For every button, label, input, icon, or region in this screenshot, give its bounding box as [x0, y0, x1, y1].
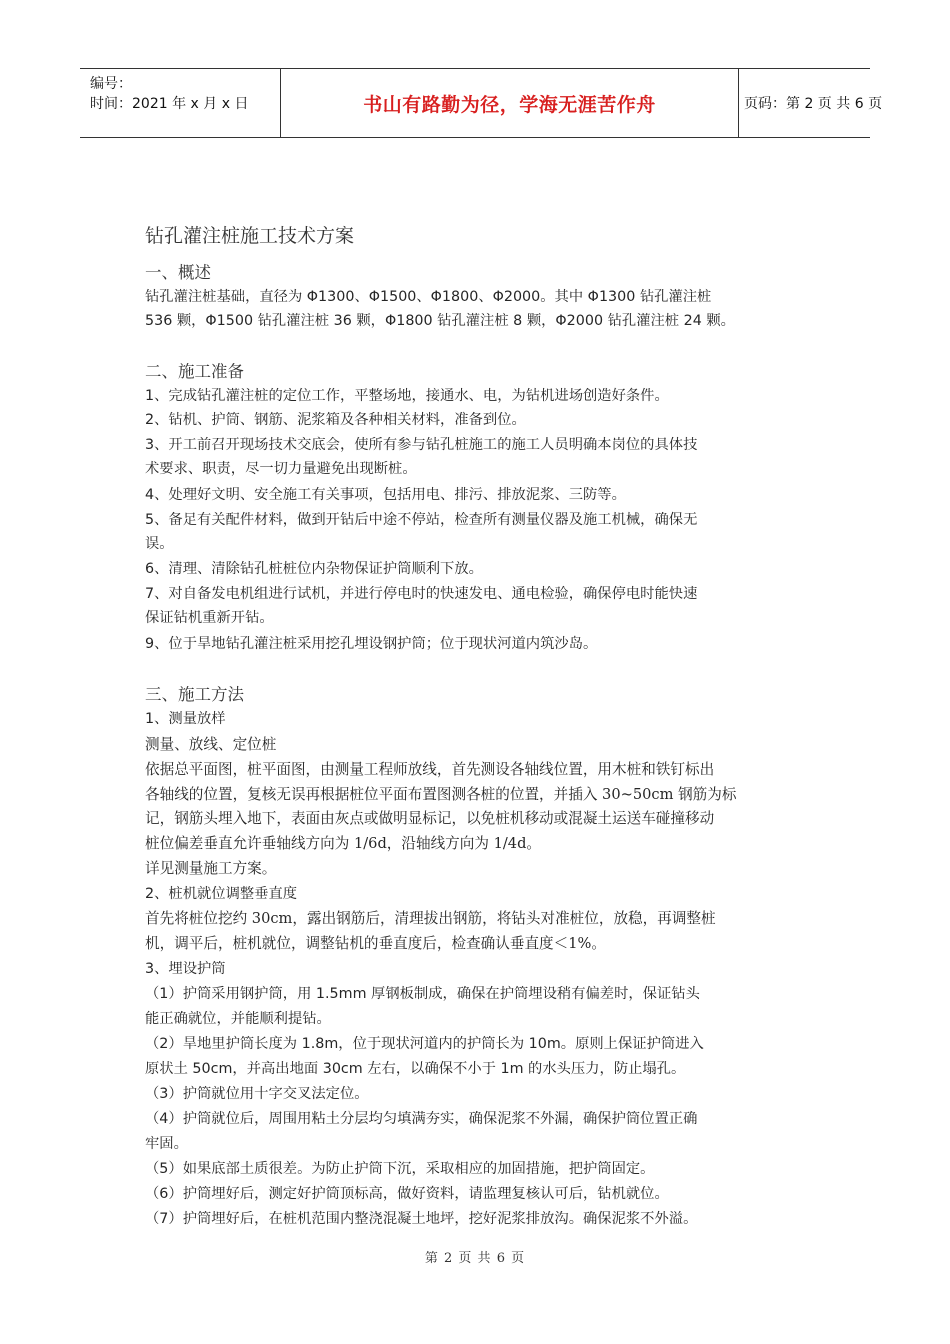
list-item: （6）护筒埋好后，测定好护筒顶标高，做好资料，请监理复核认可后，钻机就位。 [145, 1186, 669, 1202]
list-item: 6、清理、清除钻孔桩桩位内杂物保证护筒顺利下放。 [145, 561, 483, 577]
list-item: （2）旱地里护筒长度为 1.8m，位于现状河道内的护筒长为 10m。原则上保证护筒进入 [145, 1036, 704, 1052]
list-item: 保证钻机重新开钻。 [145, 610, 274, 626]
header-page-code: 页码：第 2 页 共 6 页 [744, 96, 883, 112]
page-header [80, 68, 883, 138]
paragraph-line: 536 颗，Φ1500 钻孔灌注桩 36 颗，Φ1800 钻孔灌注桩 8 颗，Φ2000 钻孔灌注桩 24 颗。 [145, 313, 735, 329]
paragraph-line: 首先将桩位挖约 30cm，露出钢筋后，清理拔出钢筋，将钻头对准桩位，放稳，再调整桩 [145, 910, 716, 927]
list-item: 原状土 50cm，并高出地面 30cm 左右，以确保不小于 1m 的水头压力，防止塌孔。 [145, 1061, 686, 1077]
list-item: 能正确就位，并能顺利提钻。 [145, 1011, 331, 1027]
document-title: 钻孔灌注桩施工技术方案 [145, 225, 355, 247]
list-item: 术要求、职责，尽一切力量避免出现断桩。 [145, 461, 417, 477]
list-item: 4、处理好文明、安全施工有关事项，包括用电、排污、排放泥浆、三防等。 [145, 487, 626, 503]
header-motto-cell [281, 69, 739, 137]
paragraph-line: 记，钢筋头埋入地下，表面由灰点或做明显标记，以免桩机移动或混凝土运送车碰撞移动 [145, 810, 715, 827]
subsection-heading: 3、埋设护筒 [145, 961, 226, 977]
paragraph-line: 钻孔灌注桩基础，直径为 Φ1300、Φ1500、Φ1800、Φ2000。其中 Φ1300 钻孔灌注桩 [145, 289, 712, 305]
list-item: 2、钻机、护筒、钢筋、泥浆箱及各种相关材料，准备到位。 [145, 412, 526, 428]
list-item: 牢固。 [145, 1136, 188, 1152]
paragraph-line: 测量、放线、定位桩 [145, 736, 277, 753]
list-item: 3、开工前召开现场技术交底会，使所有参与钻孔桩施工的施工人员明确本岗位的具体技 [145, 437, 698, 453]
paragraph-line: 各轴线的位置，复核无误再根据桩位平面布置图测各桩的位置，并插入 30~50cm 钢筋为标 [145, 786, 737, 803]
list-item: 5、备足有关配件材料，做到开钻后中途不停站，检查所有测量仪器及施工机械，确保无 [145, 512, 698, 528]
list-item: （4）护筒就位后，周围用粘土分层均匀填满夯实，确保泥浆不外漏，确保护筒位置正确 [145, 1111, 698, 1127]
subsection-heading: 1、测量放样 [145, 711, 226, 727]
paragraph-line: 依据总平面图，桩平面图，由测量工程师放线，首先测设各轴线位置，用木桩和铁钉标出 [145, 761, 715, 778]
list-item: （5）如果底部土质很差。为防止护筒下沉，采取相应的加固措施，把护筒固定。 [145, 1161, 655, 1177]
list-item: （3）护筒就位用十字交叉法定位。 [145, 1086, 369, 1102]
paragraph-line: 桩位偏差垂直允许垂轴线方向为 1/6d，沿轴线方向为 1/4d。 [145, 835, 541, 852]
section-heading: 三、施工方法 [145, 685, 244, 704]
page-footer: 第 2 页 共 6 页 [424, 1251, 526, 1266]
list-item: 7、对自备发电机组进行试机，并进行停电时的快速发电、通电检验，确保停电时能快速 [145, 586, 698, 602]
list-item: 误。 [145, 536, 174, 552]
section-heading: 一、概述 [145, 263, 211, 282]
list-item: （1）护筒采用钢护筒，用 1.5mm 厚钢板制成，确保在护筒埋设稍有偏差时，保证钻头 [145, 986, 700, 1002]
subsection-heading: 2、桩机就位调整垂直度 [145, 886, 298, 902]
header-info-cell [80, 69, 281, 137]
paragraph-line: 机，调平后，桩机就位，调整钻机的垂直度后，检查确认垂直度＜1%。 [145, 935, 606, 952]
doc-code-label: 编号： [90, 76, 132, 92]
header-page-cell [739, 69, 883, 137]
list-item: （7）护筒埋好后，在桩机范围内整浇混凝土地坪，挖好泥浆排放沟。确保泥浆不外溢。 [145, 1211, 698, 1227]
doc-date-label: 时间：2021 年 x 月 x 日 [90, 96, 249, 112]
list-item: 1、完成钻孔灌注桩的定位工作，平整场地，接通水、电，为钻机进场创造好条件。 [145, 388, 669, 404]
paragraph-line: 详见测量施工方案。 [145, 860, 277, 877]
list-item: 9、位于旱地钻孔灌注桩采用挖孔埋设钢护筒；位于现状河道内筑沙岛。 [145, 636, 598, 652]
section-heading: 二、施工准备 [145, 362, 244, 381]
header-motto: 书山有路勤为径，学海无涯苦作舟 [363, 93, 656, 116]
